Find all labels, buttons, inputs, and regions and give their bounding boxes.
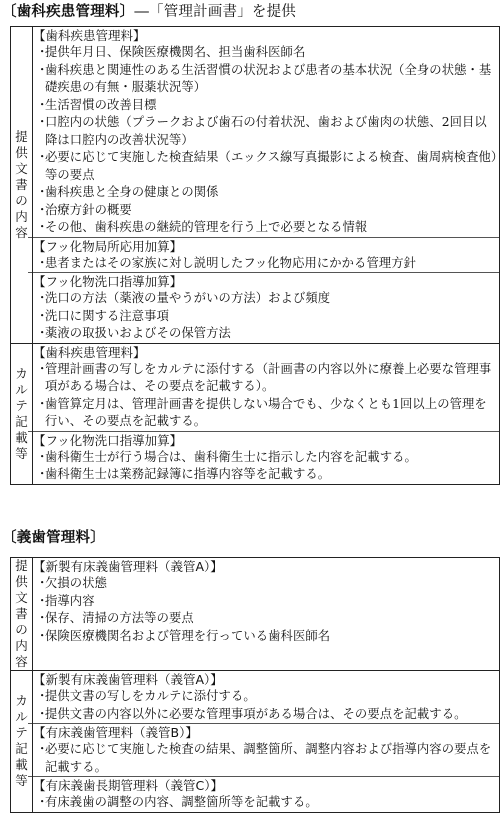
bullet-icon: ・ [36,185,49,199]
bullet-icon: ・ [36,326,49,340]
block-header: 【フッ化物洗口指導加算】 [33,274,183,289]
block-header: 【有床義歯長期管理料（義管C）】 [33,778,223,793]
bullet-icon: ・ [36,689,49,703]
list-item-text: 歯科疾患と全身の健康との関係 [45,185,219,199]
list-item [33,255,499,273]
section1-title-main: 〔歯科疾患管理料〕 [2,4,135,20]
bullet-icon: ・ [36,795,49,809]
list-item [33,794,499,812]
content-block [28,671,500,723]
bullet-icon: ・ [36,150,49,164]
section1-title [2,2,296,22]
section1-title-sub: ―「管理計画書」を提供 [134,4,297,20]
block-header: 【歯科疾患管理料】 [33,344,146,360]
section1-table [10,26,500,485]
list-item-text: 歯科疾患と関連性のある生活習慣の状況および患者の基本状況（全身の状態・基礎疾患の有無・服薬状況等） [45,62,492,94]
list-item [33,575,499,593]
bullet-icon: ・ [36,467,49,481]
side-label-text: 提 供 文 書 の 内 容 [15,558,28,669]
block-header: 【フッ化物局所応用加算】 [33,238,183,254]
list-item [33,361,499,396]
list-item [33,449,499,467]
block-header: 【新製有床義歯管理料（義管A）】 [33,559,223,574]
bullet-icon: ・ [36,742,49,756]
list-item [33,466,499,484]
list-item-text: 必要に応じて実施した検査の結果、調整箇所、調整内容および指導内容の要点を記載する。 [45,742,492,774]
bullet-icon: ・ [36,220,49,234]
list-item [33,741,499,776]
list-item-text: 保存、清掃の方法等の要点 [45,611,194,625]
bullet-icon: ・ [36,706,49,721]
bullet-icon: ・ [36,202,49,217]
block-header: 【有床義歯管理料（義管B）】 [33,725,198,740]
list-item-text: 薬液の取扱いおよびその保管方法 [45,326,231,340]
list-item [33,610,499,628]
list-item-text: 患者またはその家族に対し説明したフッ化物応用にかかる管理方針 [45,255,417,270]
bullet-icon: ・ [36,62,49,77]
list-item [33,219,499,237]
section2-title: 〔義歯管理料〕 [2,530,105,546]
side-label-text: カ ル テ 記 載 等 [15,693,28,789]
side-label-text: カ ル テ 記 載 等 [15,365,28,461]
list-item-text: 保険医療機関名および管理を行っている歯科医師名 [45,628,331,643]
list-item [33,396,499,431]
list-item [33,593,499,611]
bullet-icon: ・ [36,308,49,323]
list-item-text: 管理計画書の写しをカルテに添付する（計画書の内容以外に療養上必要な管理事項がある場合は、その要点を記載する）。 [45,361,492,393]
table-row [11,558,500,671]
bullet-icon: ・ [36,97,49,112]
list-item [33,97,499,115]
bullet-icon: ・ [36,449,49,464]
list-item-text: 提供文書の写しをカルテに添付する。 [45,689,256,703]
list-item [33,184,499,202]
list-item-text: 欠損の状態 [45,576,107,590]
table-row [11,671,500,813]
row-content [33,27,500,344]
content-block [28,723,500,776]
list-item-text: 指導内容 [45,593,95,608]
bullet-icon: ・ [36,291,49,305]
list-item-text: 生活習慣の改善目標 [45,97,157,112]
content-block [28,27,500,237]
list-item-text: 洗口に関する注意事項 [45,308,169,323]
list-item-text: 洗口の方法（薬液の量やうがいの方法）および頻度 [45,291,331,305]
content-block [28,237,500,273]
row-content [33,343,500,484]
list-item-text: 口腔内の状態（プラークおよび歯石の付着状況、歯および歯肉の状態、2回目以降は口腔内の改善状況等） [45,115,487,147]
content-block [28,558,500,645]
table-row [11,343,500,484]
bullet-icon: ・ [36,115,49,129]
list-item [33,706,499,724]
content-block [28,272,500,343]
content-block [28,776,500,812]
list-item [33,290,499,308]
block-header: 【歯科疾患管理料】 [33,28,146,43]
bullet-icon: ・ [36,628,49,643]
list-item [33,62,499,97]
list-item [33,308,499,326]
block-header: 【フッ化物洗口指導加算】 [33,432,183,448]
list-item-text: 有床義歯の調整の内容、調整箇所等を記載する。 [45,795,318,809]
bullet-icon: ・ [36,255,49,270]
bullet-icon: ・ [36,361,49,376]
content-block [28,344,500,431]
bullet-icon: ・ [36,593,49,608]
list-item-text: その他、歯科疾患の継続的管理を行う上で必要となる情報 [45,220,368,234]
row-content [33,671,500,813]
bullet-icon: ・ [36,611,49,625]
list-item [33,149,499,184]
list-item [33,628,499,646]
bullet-icon: ・ [36,396,49,411]
list-item-text: 提供文書の内容以外に必要な管理事項がある場合は、その要点を記載する。 [45,706,467,721]
list-item [33,325,499,343]
list-item [33,688,499,706]
content-block [28,431,500,484]
side-label-text: 提 供 文 書 の 内 容 [15,128,28,240]
row-content [33,558,500,671]
list-item [33,114,499,149]
list-item-text: 歯科衛生士が行う場合は、歯科衛生士に指示した内容を記載する。 [45,449,417,464]
table-row [11,27,500,344]
list-item [33,44,499,62]
bullet-icon: ・ [36,576,49,590]
block-header: 【新製有床義歯管理料（義管A）】 [33,672,223,687]
list-item-text: 治療方針の概要 [45,202,132,217]
list-item-text: 必要に応じて実施した検査結果（エックス線写真撮影による検査、歯周病検査他）等の要点 [45,150,498,182]
list-item-text: 歯科衛生士は業務記録簿に指導内容等を記載する。 [45,467,331,481]
section2-table [10,557,500,813]
list-item-text: 提供年月日、保険医療機関名、担当歯科医師名 [45,45,306,59]
list-item [33,202,499,220]
bullet-icon: ・ [36,45,49,59]
list-item-text: 歯管算定月は、管理計画書を提供しない場合でも、少なくとも1回以上の管理を行い、その要点を記載する。 [45,396,487,428]
